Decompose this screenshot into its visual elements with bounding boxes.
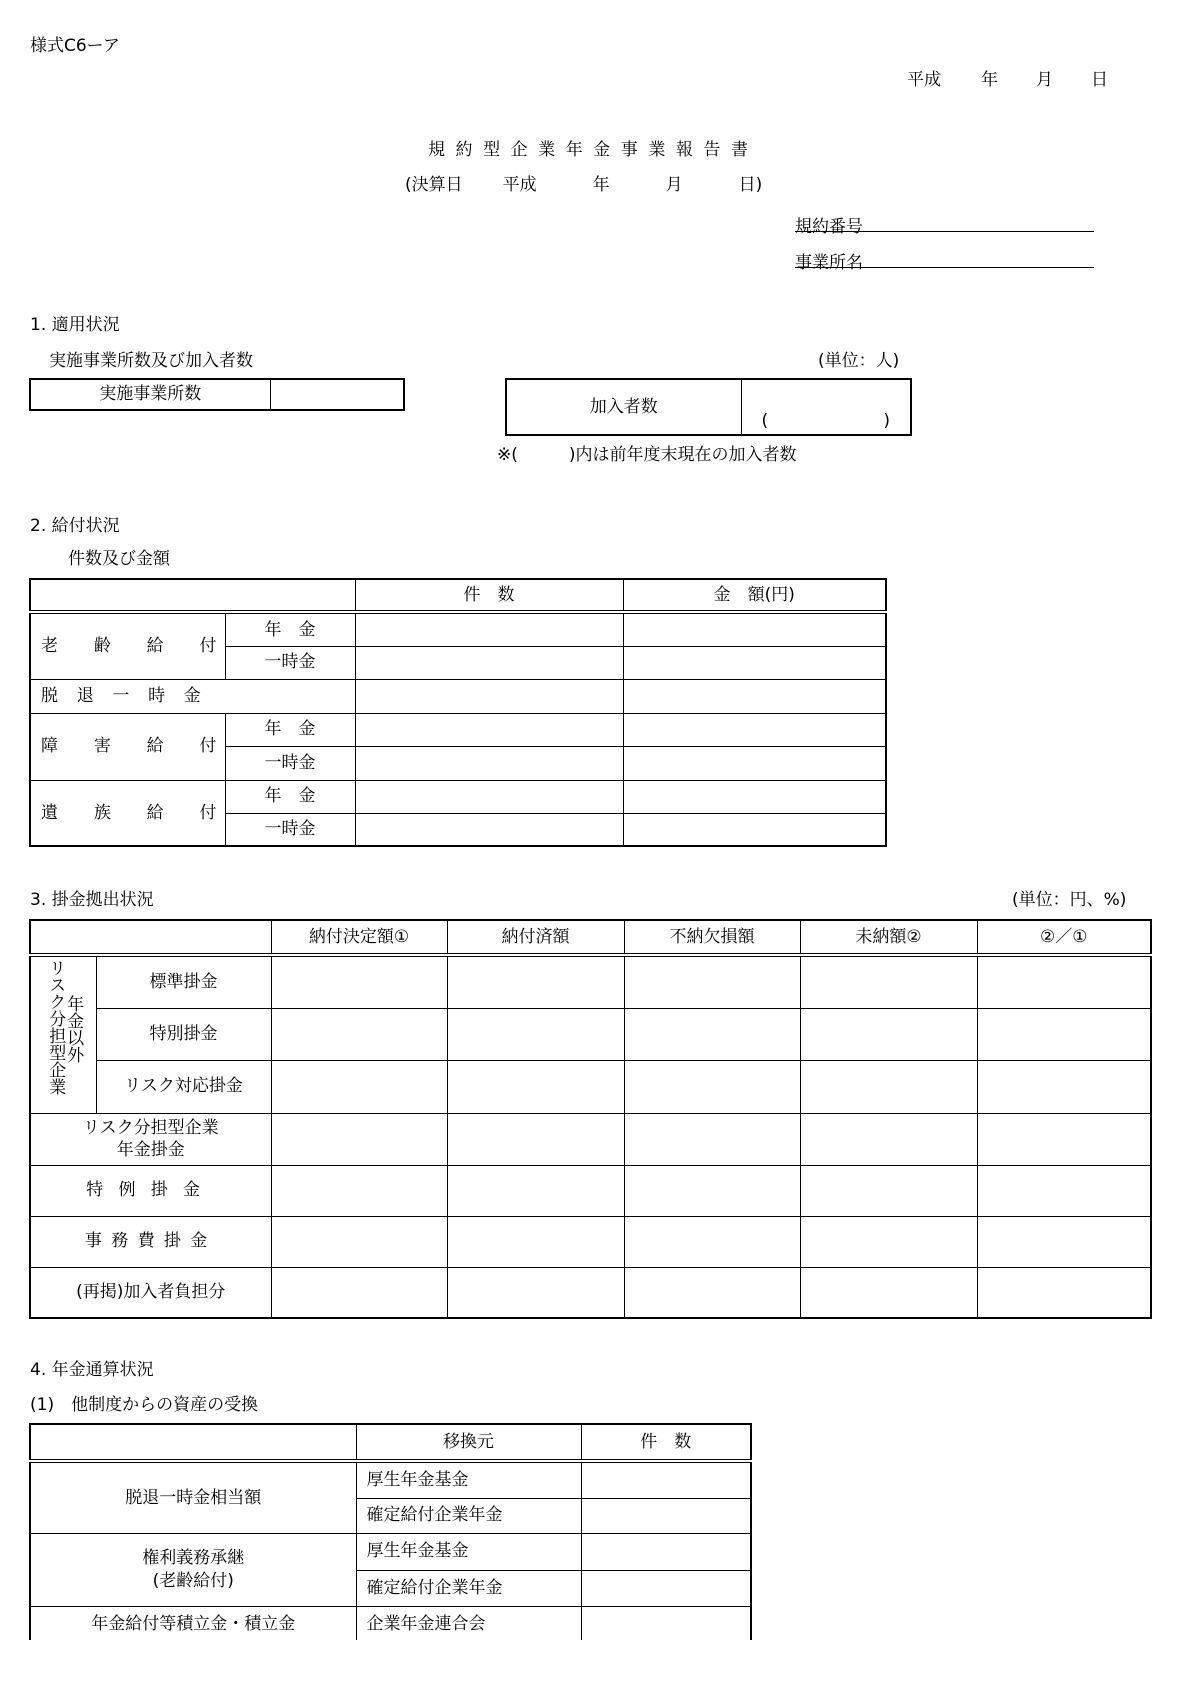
old-age-benefit-label	[30, 612, 225, 679]
page-title: 規約型企業年金事業報告書	[428, 140, 759, 160]
survivor-benefit-label	[30, 780, 225, 846]
section3-heading: 3. 掛金拠出状況	[30, 890, 154, 910]
transfer-table	[29, 1423, 752, 1640]
row-label: 標準掛金	[96, 955, 271, 1008]
amount-cell[interactable]	[623, 646, 886, 679]
row-label-line1: (再掲)加入者負担分	[76, 1282, 226, 1303]
value-cell[interactable]	[447, 1216, 624, 1267]
count-cell[interactable]	[581, 1606, 751, 1640]
office-name-field[interactable]	[795, 248, 1094, 273]
group-label: 年金給付等積立金・積立金	[30, 1606, 356, 1640]
section2-subheading: 件数及び金額	[68, 549, 170, 569]
prev-members-paren-close: )	[883, 410, 890, 431]
value-cell[interactable]	[977, 1060, 1151, 1113]
section3-unit: (単位：円、%)	[1012, 890, 1127, 910]
source-label: 確定給付企業年金	[356, 1570, 581, 1606]
row-label-line1: 事務費掛金	[84, 1231, 217, 1252]
value-cell[interactable]	[624, 1060, 800, 1113]
old-age-benefit-text: 老 齢 給 付	[41, 636, 217, 657]
group-label-line1: 権利義務承継	[142, 1548, 245, 1569]
group-label-line2: (老齢給付)	[152, 1570, 234, 1591]
withdrawal-lump-sum-text: 脱退一時金	[41, 685, 220, 706]
disability-benefit-text: 障 害 給 付	[41, 736, 217, 757]
plan-number-label: 規約番号	[795, 217, 863, 237]
sub-label: 一時金	[225, 746, 355, 780]
value-cell[interactable]	[977, 1008, 1151, 1060]
value-cell[interactable]	[447, 1113, 624, 1165]
settlement-year: 年	[592, 175, 610, 195]
row-label	[30, 1216, 271, 1267]
settlement-day: 日)	[738, 175, 763, 195]
value-cell[interactable]	[977, 1267, 1151, 1318]
count-cell[interactable]	[355, 813, 623, 846]
value-cell[interactable]	[977, 955, 1151, 1008]
date-era: 平成	[907, 70, 941, 90]
sub-label: 年 金	[225, 780, 355, 813]
value-cell[interactable]	[447, 1165, 624, 1216]
value-cell[interactable]	[800, 955, 977, 1008]
value-cell[interactable]	[271, 1008, 447, 1060]
section1-unit: (単位：人)	[818, 351, 900, 371]
value-cell[interactable]	[447, 1267, 624, 1318]
col-source: 移換元	[356, 1424, 581, 1461]
value-cell[interactable]	[800, 1113, 977, 1165]
sub-label: 一時金	[225, 646, 355, 679]
count-cell[interactable]	[355, 713, 623, 746]
value-cell[interactable]	[624, 1008, 800, 1060]
value-cell[interactable]	[271, 1113, 447, 1165]
value-cell[interactable]	[271, 1060, 447, 1113]
row-label: 特別掛金	[96, 1008, 271, 1060]
section1-heading: 1. 適用状況	[30, 315, 120, 335]
office-name-label: 事業所名	[795, 253, 863, 273]
survivor-benefit-text: 遺 族 給 付	[41, 802, 217, 823]
value-cell[interactable]	[624, 1267, 800, 1318]
section1-subheading: 実施事業所数及び加入者数	[49, 351, 253, 371]
count-cell[interactable]	[355, 612, 623, 646]
value-cell[interactable]	[800, 1216, 977, 1267]
date-month: 月	[1036, 70, 1053, 90]
withdrawal-lump-sum-label	[30, 679, 355, 713]
value-cell[interactable]	[624, 1113, 800, 1165]
section4-heading: 4. 年金通算状況	[30, 1360, 154, 1380]
section4-subheading: (1) 他制度からの資産の受換	[30, 1395, 259, 1415]
source-label: 確定給付企業年金	[356, 1498, 581, 1533]
sub-label: 年 金	[225, 612, 355, 646]
amount-cell[interactable]	[623, 780, 886, 813]
count-cell[interactable]	[581, 1498, 751, 1533]
count-cell[interactable]	[355, 646, 623, 679]
col-paid: 納付済額	[447, 920, 624, 955]
source-label: 企業年金連合会	[356, 1606, 581, 1640]
settlement-date	[405, 177, 762, 194]
value-cell[interactable]	[624, 1165, 800, 1216]
amount-cell[interactable]	[623, 813, 886, 846]
group-label: 脱退一時金相当額	[30, 1461, 356, 1533]
offices-label: 実施事業所数	[30, 379, 270, 410]
value-cell[interactable]	[800, 1060, 977, 1113]
members-table	[505, 378, 912, 436]
members-label: 加入者数	[506, 379, 741, 435]
date-year: 年	[981, 70, 998, 90]
count-cell[interactable]	[355, 679, 623, 713]
row-label	[30, 1113, 271, 1165]
value-cell[interactable]	[977, 1113, 1151, 1165]
disability-benefit-label	[30, 713, 225, 780]
amount-cell[interactable]	[623, 746, 886, 780]
offices-value-cell[interactable]	[270, 379, 404, 410]
sub-label: 年 金	[225, 713, 355, 746]
group-outer-label: 年金以外	[63, 995, 84, 1063]
source-label: 厚生年金基金	[356, 1461, 581, 1498]
value-cell[interactable]	[447, 1008, 624, 1060]
col-count: 件 数	[355, 579, 623, 612]
row-label-line1: 特例掛金	[86, 1180, 216, 1201]
count-cell[interactable]	[581, 1533, 751, 1570]
value-cell[interactable]	[271, 955, 447, 1008]
col-written-off: 不納欠損額	[624, 920, 800, 955]
plan-number-field[interactable]	[795, 212, 1094, 237]
sub-label: 一時金	[225, 813, 355, 846]
count-cell[interactable]	[355, 780, 623, 813]
row-label-line1: リスク分担型企業	[82, 1117, 219, 1138]
group-label	[30, 955, 96, 1113]
col-ratio: ②／①	[977, 920, 1151, 955]
value-cell[interactable]	[447, 955, 624, 1008]
amount-cell[interactable]	[623, 713, 886, 746]
members-note: ※( )内は前年度末現在の加入者数	[497, 445, 797, 465]
value-cell[interactable]	[977, 1165, 1151, 1216]
amount-cell[interactable]	[623, 679, 886, 713]
row-label: リスク対応掛金	[96, 1060, 271, 1113]
contributions-table	[29, 919, 1152, 1319]
col-count: 件 数	[581, 1424, 751, 1461]
row-label	[30, 1267, 271, 1318]
value-cell[interactable]	[271, 1267, 447, 1318]
form-id: 様式C6ーア	[30, 36, 120, 56]
section2-heading: 2. 給付状況	[30, 516, 120, 536]
value-cell[interactable]	[977, 1216, 1151, 1267]
settlement-month: 月	[665, 175, 683, 195]
value-cell[interactable]	[447, 1060, 624, 1113]
date-day: 日	[1091, 70, 1108, 90]
col-unpaid: 未納額②	[800, 920, 977, 955]
group-label	[30, 1533, 356, 1606]
col-amount: 金 額(円)	[623, 579, 886, 612]
group-inner-label: リスク分担型企業	[45, 959, 66, 1095]
row-label	[30, 1165, 271, 1216]
value-cell[interactable]	[800, 1267, 977, 1318]
col-decided: 納付決定額①	[271, 920, 447, 955]
value-cell[interactable]	[624, 955, 800, 1008]
row-label-line2: 年金掛金	[116, 1140, 185, 1160]
prev-members-paren-open: (	[761, 410, 769, 431]
members-value-cell[interactable]	[741, 379, 911, 435]
value-cell[interactable]	[271, 1165, 447, 1216]
count-cell[interactable]	[581, 1570, 751, 1606]
benefits-table	[29, 578, 887, 847]
offices-table	[29, 378, 405, 411]
settlement-label: (決算日	[405, 175, 463, 195]
settlement-era: 平成	[502, 175, 537, 195]
value-cell[interactable]	[624, 1216, 800, 1267]
value-cell[interactable]	[800, 1008, 977, 1060]
source-label: 厚生年金基金	[356, 1533, 581, 1570]
amount-cell[interactable]	[623, 612, 886, 646]
count-cell[interactable]	[581, 1461, 751, 1498]
value-cell[interactable]	[271, 1216, 447, 1267]
count-cell[interactable]	[355, 746, 623, 780]
report-date	[907, 72, 1108, 89]
value-cell[interactable]	[800, 1165, 977, 1216]
